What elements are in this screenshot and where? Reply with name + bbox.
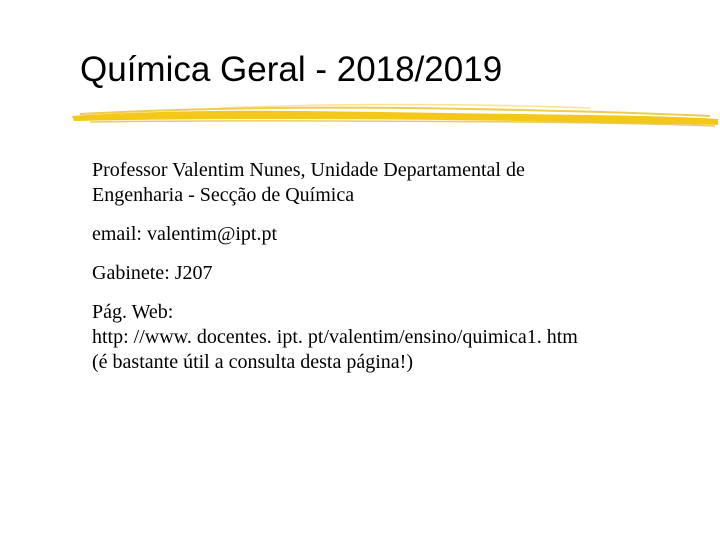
email-line: email: valentim@ipt.pt bbox=[92, 223, 278, 245]
office-line: Gabinete: J207 bbox=[92, 262, 213, 284]
professor-paragraph bbox=[92, 158, 692, 208]
professor-line-2: Engenharia - Secção de Química bbox=[92, 184, 355, 206]
professor-line-1: Professor Valentim Nunes, Unidade Departamental de bbox=[92, 159, 525, 181]
email-paragraph bbox=[92, 222, 692, 247]
webpage-paragraph bbox=[92, 300, 692, 375]
webpage-note: (é bastante útil a consulta desta página!) bbox=[92, 351, 413, 373]
slide-title: Química Geral - 2018/2019 bbox=[80, 50, 503, 89]
slide-body bbox=[92, 158, 692, 389]
title-underline-brushstroke bbox=[70, 100, 720, 132]
office-paragraph bbox=[92, 261, 692, 286]
webpage-label: Pág. Web: bbox=[92, 301, 174, 323]
webpage-url: http: //www. docentes. ipt. pt/valentim/ensino/quimica1. htm bbox=[92, 326, 578, 348]
